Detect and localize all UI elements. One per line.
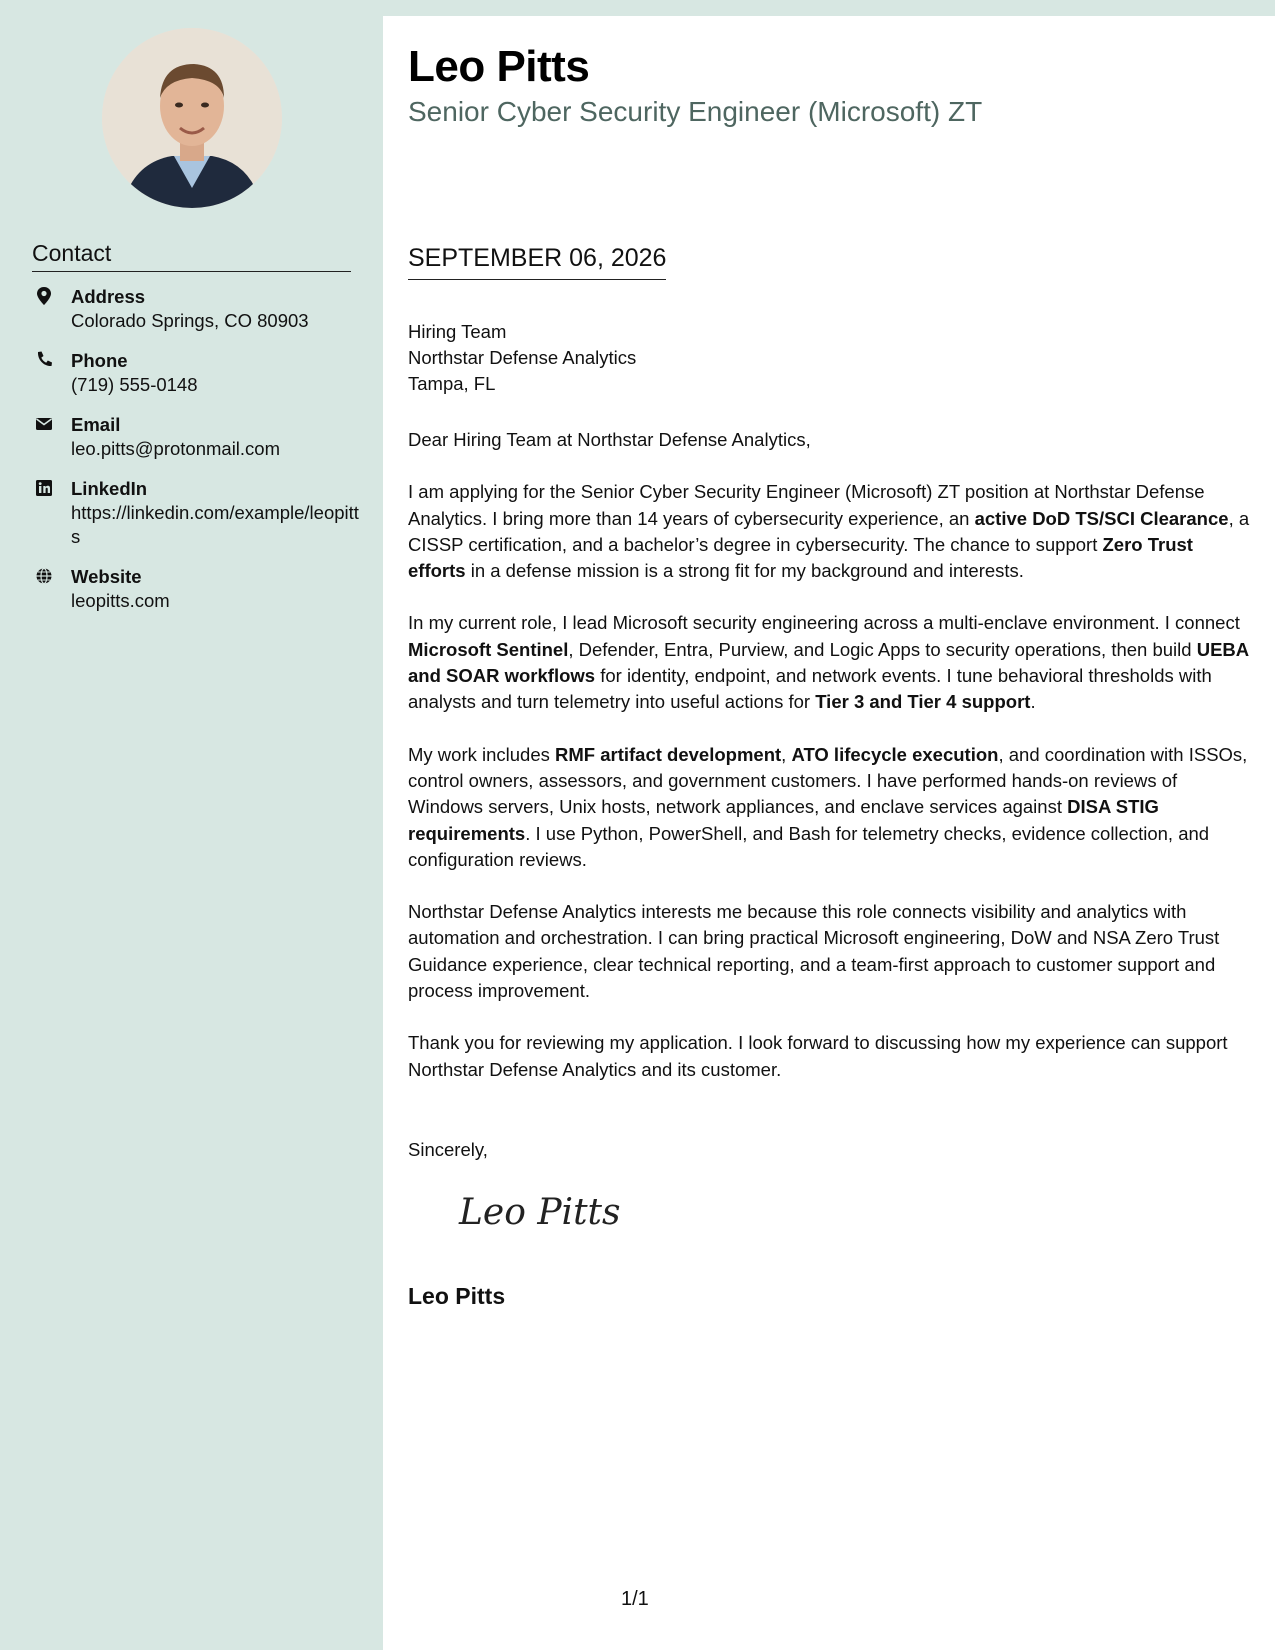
signer-name: Leo Pitts	[408, 1283, 506, 1309]
sidebar	[0, 0, 383, 1650]
text-run: Thank you for reviewing my application. I look forward to discussing how my experience can support Northstar Defense Analytics and its customer.	[408, 1032, 1228, 1080]
signature	[455, 1188, 625, 1238]
text-run: In my current role, I lead Microsoft security engineering across a multi-enclave environment. I connect	[408, 612, 1240, 634]
contact-linkedin	[32, 476, 362, 549]
contact-heading: Contact	[32, 240, 351, 272]
applicant-title: Senior Cyber Security Engineer (Microsoft) ZT	[408, 96, 983, 127]
linkedin-link[interactable]: https://linkedin.com/example/leopitts	[71, 502, 359, 547]
text-run: . I use Python, PowerShell, and Bash for telemetry checks, evidence collection, and configuration reviews.	[408, 822, 1210, 870]
phone-value: (719) 555-0148	[71, 374, 198, 395]
letter-date: SEPTEMBER 06, 2026	[408, 244, 666, 280]
phone-label: Phone	[71, 350, 128, 371]
address-value: Colorado Springs, CO 80903	[71, 310, 309, 331]
salutation: Dear Hiring Team at Northstar Defense Analytics,	[408, 429, 811, 450]
text-run: Northstar Defense Analytics interests me because this role connects visibility and analytics with automation and orchestration. I can bring practical Microsoft engineering, DoW and NSA Zero Trust Guidance experience, clear technical reporting, and a team-first approach to customer support and process improvement.	[408, 901, 1220, 1002]
linkedin-label: LinkedIn	[71, 478, 148, 499]
globe-icon	[35, 566, 53, 586]
text-run: , and coordination with ISSOs, control owners, assessors, and government customers. I have performed hands-on reviews of Windows servers, Unix hosts, network appliances, and enclave services against	[408, 743, 1248, 818]
text-run: I am applying for the Senior Cyber Security Engineer (Microsoft) ZT position at Northstar Defense Analytics. I bring more than 14 years of cybersecurity experience, an	[408, 481, 1205, 529]
contact-address	[32, 284, 362, 333]
recipient-block	[408, 319, 636, 397]
contact-website	[32, 564, 362, 613]
bold-phrase: DISA STIG requirements	[408, 796, 1159, 844]
address-label: Address	[71, 286, 146, 307]
signature-text: Leo Pitts	[459, 1192, 621, 1233]
bold-phrase: Microsoft Sentinel	[408, 638, 569, 660]
closing: Sincerely,	[408, 1139, 488, 1160]
avatar	[102, 28, 282, 208]
letter-body	[408, 427, 1253, 1109]
letter-paragraph	[408, 610, 1253, 715]
email-label: Email	[71, 414, 121, 435]
bold-phrase: RMF artifact development	[555, 743, 782, 765]
recipient-line: Northstar Defense Analytics	[408, 347, 637, 368]
letter-paragraph	[408, 1030, 1253, 1083]
recipient-line: Tampa, FL	[408, 373, 496, 394]
bold-phrase: Tier 3 and Tier 4 support	[815, 691, 1031, 713]
text-run: My work includes	[408, 743, 556, 765]
letter-paragraphs	[408, 479, 1253, 1083]
letter-paragraph	[408, 742, 1253, 873]
page-number: 1/1	[621, 1588, 649, 1610]
applicant-name: Leo Pitts	[408, 42, 590, 91]
bold-phrase: Zero Trust efforts	[408, 533, 1193, 582]
letter-page	[383, 16, 1275, 1650]
text-run: , Defender, Entra, Purview, and Logic Apps to security operations, then build	[568, 638, 1197, 660]
envelope-icon	[35, 414, 53, 434]
contact-email	[32, 412, 362, 461]
website-link[interactable]: leopitts.com	[71, 590, 170, 611]
text-run: , a CISSP certification, and a bachelor’s degree in cybersecurity. The chance to support	[408, 507, 1250, 555]
linkedin-icon	[35, 478, 53, 498]
text-run: ,	[781, 743, 792, 765]
location-pin-icon	[35, 286, 53, 306]
phone-icon	[35, 350, 53, 370]
website-label: Website	[71, 566, 142, 587]
profile-photo	[102, 28, 282, 208]
recipient-line: Hiring Team	[408, 321, 507, 342]
bold-phrase: UEBA and SOAR workflows	[408, 638, 1249, 687]
text-run: .	[1030, 691, 1036, 713]
text-run: for identity, endpoint, and network events. I tune behavioral thresholds with analysts and turn telemetry into useful actions for	[408, 665, 1212, 713]
bold-phrase: ATO lifecycle execution	[791, 743, 999, 765]
email-value: leo.pitts@protonmail.com	[71, 438, 281, 459]
text-run: in a defense mission is a strong fit for my background and interests.	[465, 560, 1024, 582]
contact-list	[32, 284, 362, 628]
bold-phrase: active DoD TS/SCI Clearance	[974, 507, 1229, 529]
letter-paragraph	[408, 899, 1253, 1004]
contact-phone	[32, 348, 362, 397]
letter-paragraph	[408, 479, 1253, 584]
